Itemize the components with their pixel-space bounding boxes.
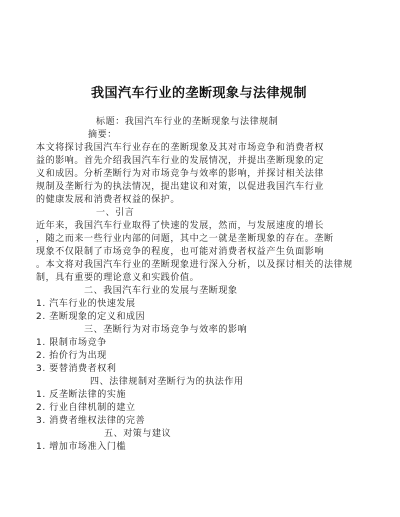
list-item: 2. 行业自律机制的建立 [36,403,136,413]
intro-line: 。本文将对我国汽车行业的垄断现象进行深入分析，以及探讨相关的法律规 [36,260,353,270]
abstract-line: 的健康发展和消费者权益的保护。 [36,195,181,205]
list-item: 2. 垄断现象的定义和成因 [36,312,146,322]
abstract-line: 规制及垄断行为的执法情况，提出建议和对策，以促进我国汽车行业 [36,182,325,192]
abstract-line: 义和成因。分析垄断行为对市场竞争与效率的影响，并探讨相关法律 [36,169,325,179]
intro-paragraph [36,220,362,285]
section-heading-4: 四、法律规制对垄断行为的执法作用 [90,377,244,387]
intro-line: ，随之而来一些行业内部的问题，其中之一就是垄断现象的存在。垄断 [36,234,334,244]
abstract-paragraph [36,142,362,207]
section-heading-5: 五、对策与建议 [104,429,172,439]
document-title: 我国汽车行业的垄断现象与法律规制 [90,86,307,101]
section-heading-1: 一、引言 [96,208,135,218]
list-item: 1. 限制市场竞争 [36,338,107,348]
abstract-label: 摘要： [88,130,117,140]
list-item: 1. 汽车行业的快速发展 [36,299,136,309]
abstract-line: 本文将探讨我国汽车行业存在的垄断现象及其对市场竞争和消费者权 [36,143,325,153]
intro-line: 制，具有重要的理论意义和实践价值。 [36,273,200,283]
section-heading-2: 二、我国汽车行业的发展与垄断现象 [84,286,238,296]
intro-line: 现象不仅限制了市场竞争的程度，也可能对消费者权益产生负面影响 [36,247,325,257]
list-item: 3. 消费者维权法律的完善 [36,416,146,426]
subtitle-line: 标题：我国汽车行业的垄断现象与法律规制 [96,117,279,127]
list-item: 3. 要替消费者权利 [36,364,117,374]
intro-line: 近年来，我国汽车行业取得了快速的发展，然而，与发展速度的增长 [36,221,325,231]
abstract-line: 益的影响。首先介绍我国汽车行业的发展情况，并提出垄断现象的定 [36,156,325,166]
list-item: 2. 抬价行为出现 [36,351,107,361]
list-item: 1. 增加市场准入门槛 [36,442,127,452]
list-item: 1. 反垄断法律的实施 [36,390,127,400]
section-heading-3: 三、垄断行为对市场竞争与效率的影响 [84,325,248,335]
